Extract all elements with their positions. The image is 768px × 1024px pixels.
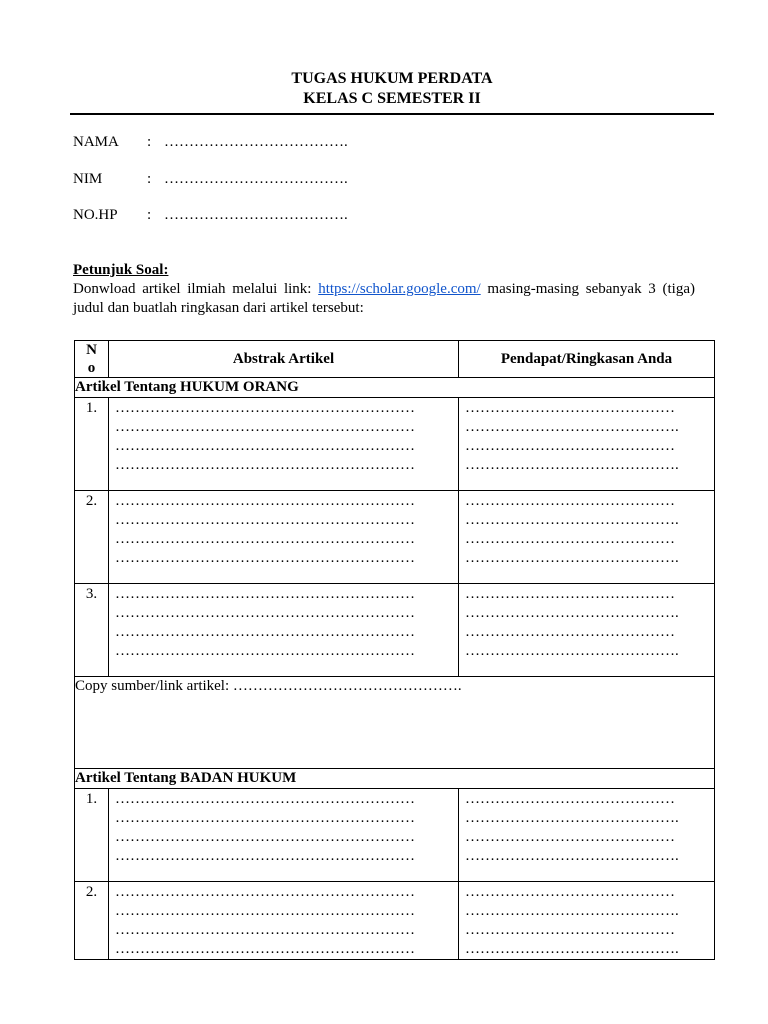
document-title xyxy=(70,69,714,109)
copy-source-cell[interactable]: Copy sumber/link artikel: ………………………………………. xyxy=(75,677,715,769)
abstract-line: …………………………………………………… xyxy=(115,512,415,528)
abstract-line: …………………………………………………… xyxy=(115,903,415,919)
copy-source-row xyxy=(75,677,715,769)
section-hukum-orang-label: Artikel Tentang HUKUM ORANG xyxy=(75,378,715,398)
abstract-line: …………………………………………………… xyxy=(115,605,415,621)
title-line-1: TUGAS HUKUM PERDATA xyxy=(291,70,493,87)
opinion-line: ……………………………………. xyxy=(465,903,679,919)
opinion-line: …………………………………… xyxy=(465,400,675,416)
table-row xyxy=(75,882,715,960)
abstract-cell[interactable] xyxy=(109,491,459,584)
abstract-line: …………………………………………………… xyxy=(115,791,415,807)
nim-colon: : xyxy=(147,171,152,187)
nama-label: NAMA xyxy=(73,134,119,150)
abstract-line: …………………………………………………… xyxy=(115,941,415,957)
opinion-cell[interactable] xyxy=(459,789,715,882)
nohp-label: NO.HP xyxy=(73,207,118,223)
row-number: 2. xyxy=(75,882,109,960)
nama-field xyxy=(73,133,348,152)
title-line-2: KELAS C SEMESTER II xyxy=(303,90,481,107)
abstract-line: …………………………………………………… xyxy=(115,848,415,864)
opinion-line: …………………………………… xyxy=(465,922,675,938)
abstract-line: …………………………………………………… xyxy=(115,586,415,602)
title-divider xyxy=(70,113,714,115)
abstract-cell[interactable] xyxy=(109,584,459,677)
table-row xyxy=(75,789,715,882)
opinion-line: …………………………………… xyxy=(465,884,675,900)
instructions-heading: Petunjuk Soal: xyxy=(73,262,169,278)
opinion-line: …………………………………… xyxy=(465,791,675,807)
abstract-line: …………………………………………………… xyxy=(115,884,415,900)
table-row xyxy=(75,398,715,491)
opinion-line: ……………………………………. xyxy=(465,848,679,864)
opinion-line: ……………………………………. xyxy=(465,550,679,566)
abstract-line: …………………………………………………… xyxy=(115,550,415,566)
nohp-blank: ………………………………. xyxy=(164,207,348,223)
row-number: 3. xyxy=(75,584,109,677)
opinion-line: ……………………………………. xyxy=(465,810,679,826)
opinion-line: …………………………………… xyxy=(465,829,675,845)
abstract-line: …………………………………………………… xyxy=(115,438,415,454)
opinion-line: ……………………………………. xyxy=(465,643,679,659)
abstract-line: …………………………………………………… xyxy=(115,922,415,938)
abstract-line: …………………………………………………… xyxy=(115,531,415,547)
abstract-cell[interactable] xyxy=(109,882,459,960)
nim-field xyxy=(73,170,348,189)
instructions-text xyxy=(73,280,695,318)
opinion-line: …………………………………… xyxy=(465,438,675,454)
section-badan-hukum-label: Artikel Tentang BADAN HUKUM xyxy=(75,769,715,789)
opinion-line: …………………………………… xyxy=(465,624,675,640)
opinion-cell[interactable] xyxy=(459,491,715,584)
section-hukum-orang-row xyxy=(75,378,715,398)
abstract-line: …………………………………………………… xyxy=(115,457,415,473)
opinion-line: …………………………………… xyxy=(465,586,675,602)
header-opinion: Pendapat/Ringkasan Anda xyxy=(459,341,715,378)
abstract-cell[interactable] xyxy=(109,789,459,882)
instructions-text-after: masing-masing sebanyak 3 (tiga) judul dan buatlah ringkasan dari artikel tersebut: xyxy=(73,281,695,316)
opinion-line: …………………………………… xyxy=(465,493,675,509)
table-row xyxy=(75,584,715,677)
opinion-line: ……………………………………. xyxy=(465,457,679,473)
opinion-cell[interactable] xyxy=(459,882,715,960)
abstract-line: …………………………………………………… xyxy=(115,624,415,640)
section-badan-hukum-row xyxy=(75,769,715,789)
abstract-line: …………………………………………………… xyxy=(115,829,415,845)
opinion-cell[interactable] xyxy=(459,584,715,677)
opinion-line: ……………………………………. xyxy=(465,512,679,528)
nohp-field xyxy=(73,206,348,225)
assignment-table xyxy=(74,340,715,960)
nim-blank: ………………………………. xyxy=(164,171,348,187)
header-no xyxy=(75,341,109,378)
opinion-cell[interactable] xyxy=(459,398,715,491)
row-number: 1. xyxy=(75,398,109,491)
abstract-line: …………………………………………………… xyxy=(115,643,415,659)
table-header-row xyxy=(75,341,715,378)
opinion-line: ……………………………………. xyxy=(465,605,679,621)
row-number: 1. xyxy=(75,789,109,882)
abstract-line: …………………………………………………… xyxy=(115,400,415,416)
opinion-line: …………………………………… xyxy=(465,531,675,547)
abstract-cell[interactable] xyxy=(109,398,459,491)
abstract-line: …………………………………………………… xyxy=(115,419,415,435)
nama-blank: ………………………………. xyxy=(164,134,348,150)
nim-label: NIM xyxy=(73,171,103,187)
nama-colon: : xyxy=(147,134,152,150)
abstract-line: …………………………………………………… xyxy=(115,810,415,826)
header-no-line2: o xyxy=(87,360,96,376)
nohp-colon: : xyxy=(147,207,152,223)
header-abstract: Abstrak Artikel xyxy=(109,341,459,378)
row-number: 2. xyxy=(75,491,109,584)
opinion-line: ……………………………………. xyxy=(465,941,679,957)
scholar-link[interactable]: https://scholar.google.com/ xyxy=(318,281,481,297)
instructions-text-before: Donwload artikel ilmiah melalui link: xyxy=(73,281,319,297)
header-no-line1: N xyxy=(86,342,97,358)
opinion-line: ……………………………………. xyxy=(465,419,679,435)
table-row xyxy=(75,491,715,584)
abstract-line: …………………………………………………… xyxy=(115,493,415,509)
